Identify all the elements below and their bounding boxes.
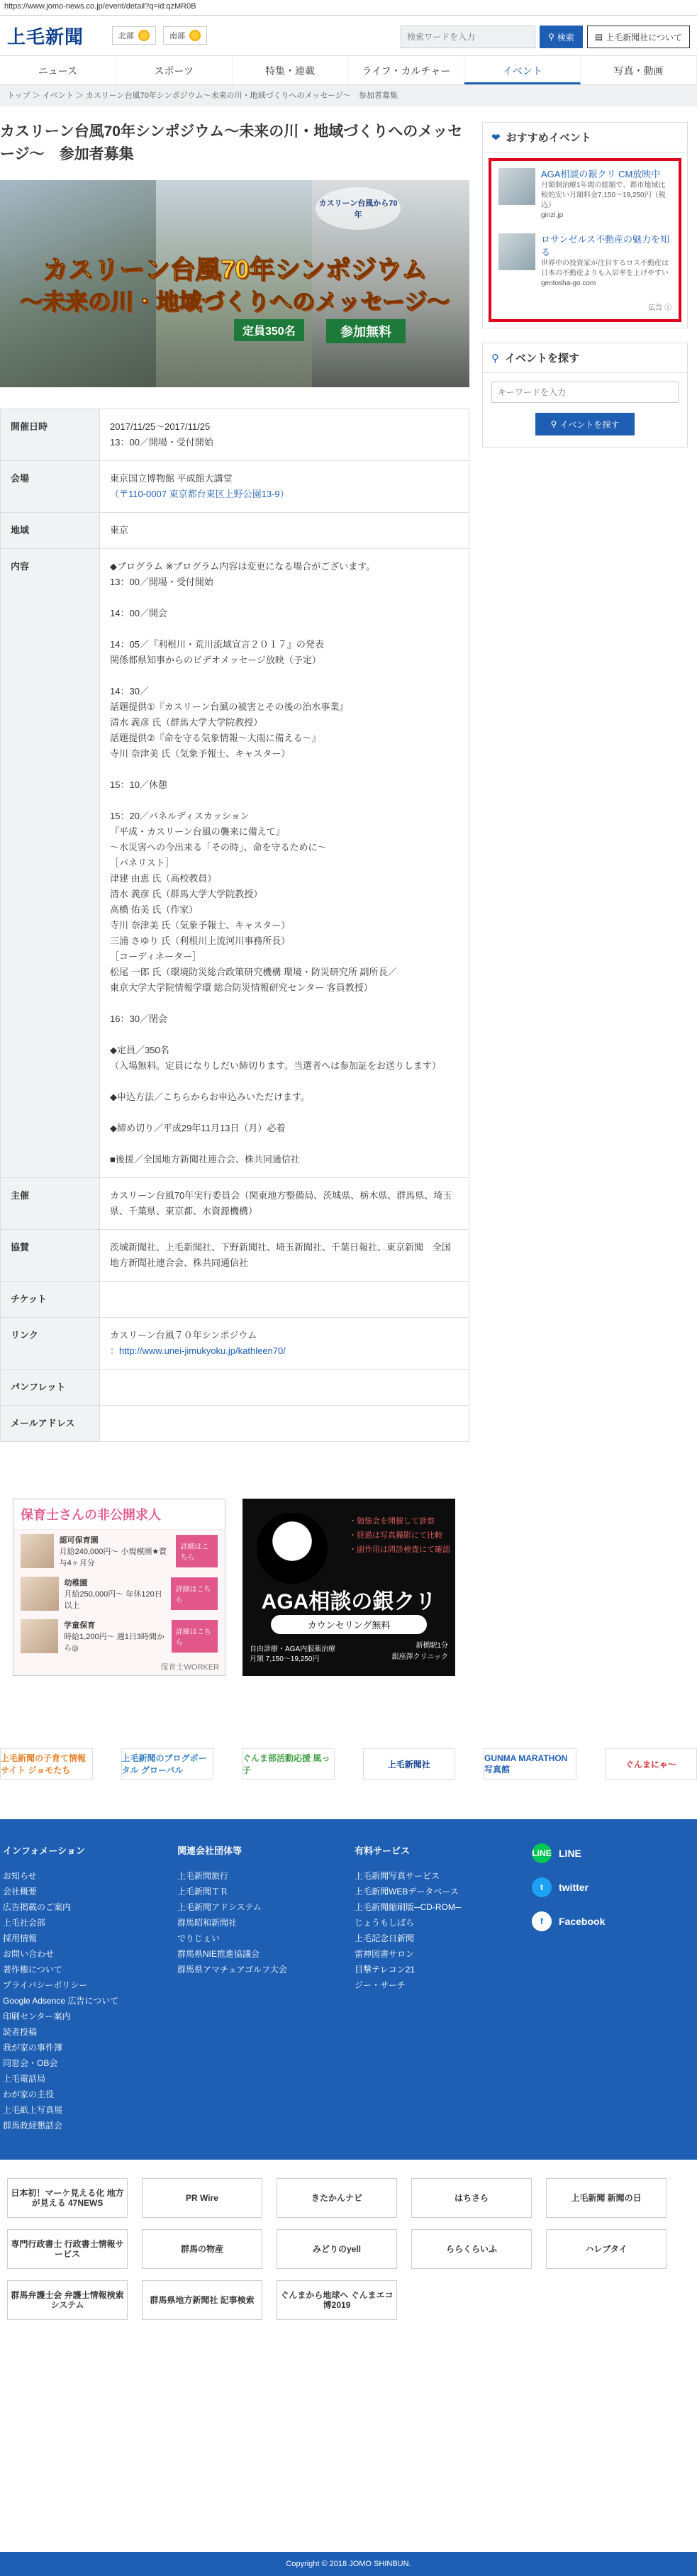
address-bar[interactable] (0, 0, 697, 16)
bottom-banner[interactable]: ハレブタイ (546, 2229, 667, 2269)
info-line: ◆申込方法／こちらからお申込みいただけます。 (110, 1092, 310, 1102)
info-line: ［コーディネーター］ (110, 951, 201, 962)
info-line: 2017/11/25～2017/11/25 (110, 421, 211, 432)
info-row (1, 513, 469, 549)
info-value (100, 461, 469, 513)
info-line: 茨城新聞社、上毛新聞社、下野新聞社、埼玉新聞社、千葉日報社、東京新聞 全国地方新聞社連合会、株共同通信社 (110, 1242, 452, 1268)
info-value (100, 513, 469, 549)
info-value (100, 1370, 469, 1406)
footer-link[interactable]: 群馬昭和新聞社 (177, 1918, 238, 1928)
info-row (1, 1178, 469, 1230)
info-line (110, 996, 459, 1011)
footer-link[interactable]: 同窓会・OB会 (3, 2058, 58, 2068)
info-line[interactable]: （〒110-0007 東京都台東区上野公園13-9） (110, 489, 289, 499)
hoiku-ad-item[interactable]: 幼稚園 月給250,000円〜 年休120日以上 詳細はこちら (13, 1572, 225, 1615)
info-line: ◆定員／350名 (110, 1045, 169, 1055)
event-detail (0, 106, 469, 1676)
footer-link[interactable]: プライバシーポリシー (3, 1980, 88, 1990)
info-line: 東京 (110, 525, 129, 535)
banner-logo: カスリーン台風から70年 (316, 187, 401, 230)
footer-link[interactable]: 上毛新聞WEBデータベース (355, 1887, 459, 1897)
footer-link[interactable]: 群馬県アマチュアゴルフ大会 (177, 1965, 288, 1975)
footer-link[interactable]: 著作権について (3, 1965, 62, 1975)
info-line: 松尾 一郎 氏（環境防災総合政策研究機構 環境・防災研究所 副所長／ (110, 967, 397, 977)
footer-link[interactable]: わが家の主役 (3, 2089, 55, 2099)
info-row (1, 549, 469, 1178)
partner-banner[interactable]: 上毛新聞社 (363, 1748, 456, 1780)
footer-link[interactable]: 上毛記念日新聞 (355, 1933, 415, 1943)
info-line: 14：00／開会 (110, 608, 167, 618)
info-line: カスリーン台風70年実行委員会（関東地方整備局、茨城県、栃木県、群馬県、埼玉県、千葉県、東京都、水資源機構） (110, 1190, 452, 1216)
info-line: ◆プログラム ※プログラム内容は変更になる場合がございます。 (110, 561, 376, 572)
info-line: 16：30／閉会 (110, 1014, 167, 1024)
info-line: ■後援／全国地方新聞社連合会、株共同通信社 (110, 1154, 300, 1165)
recommend-list (489, 158, 681, 322)
footer-link[interactable]: 上毛電話局 (3, 2074, 46, 2084)
sidebar (482, 106, 688, 1676)
info-line: 15：10／休憩 (110, 779, 167, 790)
footer-link[interactable]: 読者投稿 (3, 2027, 38, 2037)
bottom-banner[interactable]: PR Wire (142, 2178, 262, 2218)
footer-link[interactable]: Google Adsence 広告について (3, 1996, 119, 2006)
face-icon (257, 1513, 328, 1584)
event-search-button[interactable]: ⚲ イベントを探す (535, 413, 635, 435)
ad-label[interactable]: 広告 ⓘ (648, 304, 671, 312)
info-key: 地域 (1, 513, 100, 549)
info-key: チケット (1, 1282, 100, 1318)
footer-link[interactable]: じょうもしばら (355, 1918, 415, 1928)
info-line (110, 793, 459, 809)
bottom-banner[interactable]: はちさら (411, 2178, 532, 2218)
info-line: 寺川 奈津美 氏（気象予報士、キャスター） (110, 920, 291, 931)
info-row (1, 1370, 469, 1406)
info-icon: ⓘ (664, 304, 671, 312)
hoiku-ad-item[interactable]: 認可保育園 月給240,000円〜 小規模園★賞与4ヶ月分 詳細はこちら (13, 1530, 225, 1572)
aga-ad[interactable]: ・勉強会を開催して診察 ・経過は写真撮影にて比較 ・副作用は問診検査にて確認 AGA相談の銀クリ カウンセリング無料 自由診療・AGA内服薬治療 月額 7,150〜19,250円 新橋駅1分 銀座澤クリニック (242, 1499, 455, 1676)
info-key: 主催 (1, 1178, 100, 1230)
nav-photo-video[interactable]: 写真・動画 (581, 56, 697, 84)
footer-link[interactable]: 雷神図書サロン (355, 1949, 415, 1959)
url-text: https://www.jomo-news.co.jp/event/detail?q=id:qzMR0B (4, 2, 196, 11)
nav-features[interactable]: 特集・連載 (233, 56, 349, 84)
info-line: 寺川 奈津美 氏（気象予報士、キャスター） (110, 748, 291, 759)
info-line: 話題提供②『命を守る気象情報～大雨に備える～』 (110, 733, 321, 743)
partner-banners (0, 1748, 697, 1780)
info-key: 協賛 (1, 1230, 100, 1282)
info-line: ◆締め切り／平成29年11月13日（月）必着 (110, 1123, 286, 1133)
banner-subtitle: ～未来の川・地域づくりへのメッセージ～ (19, 289, 450, 314)
hoiku-ad-item[interactable]: 学童保育 時給1,200円〜 週1日3時間から◎ 詳細はこちら (13, 1615, 225, 1658)
info-line: 三浦 さゆり 氏（利根川上流河川事務所長） (110, 936, 291, 946)
info-line (110, 1416, 459, 1431)
info-value (100, 409, 469, 461)
info-value (100, 1178, 469, 1230)
footer-link[interactable]: 群馬県NIE推進協議会 (177, 1949, 260, 1959)
footer-link[interactable]: お知らせ (3, 1871, 37, 1881)
info-line (110, 1292, 459, 1307)
footer-link[interactable]: 目撃テレコン21 (355, 1965, 416, 1975)
footer-link[interactable]: 採用情報 (3, 1933, 38, 1943)
info-key: メールアドレス (1, 1406, 100, 1442)
info-line: 『平成・カスリーン台風の襲来に備えて』 (110, 826, 285, 837)
ad-area (0, 1499, 469, 1676)
info-line (110, 1027, 459, 1043)
twitter-link[interactable]: t twitter (532, 1877, 605, 1897)
nav-life-culture[interactable]: ライフ・カルチャー (348, 56, 464, 84)
search-icon: ⚲ (548, 32, 554, 42)
info-row (1, 1318, 469, 1370)
event-search-box: ⚲ イベントを探す キーワードを入力 ⚲ イベントを探す (482, 343, 688, 448)
bottom-banners (0, 2160, 697, 2320)
info-line: 清水 義彦 氏（群馬大学大学院教授） (110, 889, 263, 899)
info-line: カスリーン台風７０年シンポジウム (110, 1330, 257, 1340)
recommend-item[interactable]: AGA相談の銀クリ CM放映中 月額制治療1年間の総額で、都市地域比較的安い月額料金7,150〜19,250円（税込） ginzi.jp (498, 168, 671, 221)
sun-icon (138, 30, 150, 41)
weather-south[interactable]: 南部 (163, 26, 207, 45)
weather-north[interactable]: 北部 (112, 26, 156, 45)
info-line: 高橋 佑美 氏（作家） (110, 904, 199, 915)
footer-link[interactable]: 上毛新聞旅行 (177, 1871, 229, 1881)
footer-link[interactable]: ジー・サーチ (355, 1980, 406, 1990)
info-line: 14：05／『利根川・荒川流域宣言２０１７』の発表 (110, 639, 324, 650)
bottom-banner[interactable]: 専門行政書士 行政書士情報サービス (7, 2229, 128, 2269)
search-icon: ⚲ (491, 352, 499, 365)
footer-link[interactable]: 会社概要 (3, 1887, 38, 1897)
info-line: 東京国立博物館 平成館大講堂 (110, 473, 233, 484)
bottom-banner[interactable]: 群馬弁護士会 弁護士情報検索システム (7, 2280, 128, 2320)
bottom-banner[interactable]: 日本初！マーケ見える化 地方が見える 47NEWS (7, 2178, 128, 2218)
partner-banner[interactable]: ぐんまにゃ〜 (605, 1748, 697, 1780)
info-key: 開催日時 (1, 409, 100, 461)
footer-link[interactable]: でりじぇい (177, 1933, 221, 1943)
footer-link[interactable]: 上毛新聞縮刷版─CD-ROM─ (355, 1902, 462, 1912)
search-icon: ⚲ (550, 419, 557, 429)
info-line: 13：00／開場・受付開始 (110, 577, 213, 587)
info-line: 15：20／パネルディスカッション (110, 811, 250, 821)
site-header (0, 16, 697, 55)
footer-social (532, 1843, 605, 2160)
partner-banner[interactable]: ぐんま部活動応援 風っ子 (242, 1748, 335, 1780)
nav-sports[interactable]: スポーツ (116, 56, 233, 84)
bottom-banner[interactable]: 群馬の物産 (142, 2229, 262, 2269)
bottom-banner[interactable]: ぐんまから地球へ ぐんまエコ博2019 (277, 2280, 397, 2320)
line-link[interactable]: LINE LINE (532, 1843, 605, 1863)
info-line: 東京大学大学院情報学環 総合防災情報研究センター 客員教授） (110, 982, 373, 993)
partner-banner[interactable]: 上毛新聞の子育て情報サイト ジョモたち (0, 1748, 93, 1780)
weather-widget (112, 26, 207, 45)
banner-capacity: 定員350名 (234, 319, 304, 341)
event-banner-image (0, 180, 469, 387)
info-line (110, 590, 459, 606)
info-row (1, 461, 469, 513)
sun-icon (189, 30, 201, 41)
footer-services: 有料サービス 上毛新聞写真サービス 上毛新聞WEBデータベース 上毛新聞縮刷版─CD-ROM─ じょうもしばら 上毛記念日新聞 雷神図書サロン 目撃テレコン21 ジー・サーチ (355, 1843, 532, 2160)
info-line: 清水 義彦 氏（群馬大学大学院教授） (110, 717, 263, 728)
footer-link[interactable]: 群馬政経懇話会 (3, 2121, 63, 2131)
hoiku-ad[interactable]: 保育士さんの非公開求人 認可保育園 月給240,000円〜 小規模園★賞与4ヶ月分 詳細はこちら 幼稚園 月給250,000円〜 年休120日以上 詳細はこちら 学童保育 時給1,200円〜 週1日3時間から◎ 詳細はこちら 保育士WORKER (13, 1499, 225, 1676)
info-key: 内容 (1, 549, 100, 1178)
footer-link[interactable]: 上毛新聞アドシステム (177, 1902, 262, 1912)
bottom-banner[interactable]: 群馬県地方新聞社 記事検索 (142, 2280, 262, 2320)
info-line: 13：00／開場・受付開始 (110, 437, 213, 448)
info-line: 津建 由恵 氏（高校教員） (110, 873, 217, 884)
info-line: 関係都県知事からのビデオメッセージ放映（予定） (110, 655, 321, 665)
footer-link[interactable]: 上毛新聞ＴＲ (177, 1887, 229, 1897)
partner-banner[interactable]: 上毛新聞のブログポータル グローバル (121, 1748, 214, 1780)
facebook-link[interactable]: f Facebook (532, 1911, 605, 1931)
main-nav (0, 55, 697, 85)
event-info-table (0, 409, 469, 1442)
line-icon: LINE (532, 1843, 552, 1863)
info-line (110, 1136, 459, 1152)
info-line (110, 762, 459, 777)
bottom-banner[interactable]: ららくらいふ (411, 2229, 532, 2269)
page-title: カスリーン台風70年シンポジウム～未来の川・地域づくりへのメッセージ～ 参加者募集 (0, 123, 463, 162)
info-line: （入場無料。定員になりしだい締切ります。当選者へは参加証をお送りします） (110, 1060, 441, 1071)
info-value (100, 1230, 469, 1282)
info-line (110, 668, 459, 684)
bottom-banner[interactable]: きたかんナビ (277, 2178, 397, 2218)
twitter-icon: t (532, 1877, 552, 1897)
info-key: パンフレット (1, 1370, 100, 1406)
about-button[interactable]: ▤ 上毛新聞社について (587, 26, 690, 48)
banner-title: カスリーン台風70年シンポジウム (42, 255, 428, 284)
info-row (1, 1282, 469, 1318)
footer-related: 関連会社団体等 上毛新聞旅行 上毛新聞ＴＲ 上毛新聞アドシステム 群馬昭和新聞社 でりじぇい 群馬県NIE推進協議会 群馬県アマチュアゴルフ大会 (177, 1843, 355, 2160)
nav-events[interactable]: イベント (464, 56, 581, 84)
document-icon: ▤ (594, 32, 603, 42)
header-search-input[interactable] (401, 26, 535, 48)
info-value (100, 549, 469, 1178)
copyright: Copyright © 2018 JOMO SHINBUN. (0, 2552, 697, 2576)
footer-link[interactable]: 広告掲載のご案内 (3, 1902, 72, 1912)
site-footer (0, 1819, 697, 2160)
partner-banner[interactable]: GUNMA MARATHON 写真館 (484, 1748, 576, 1780)
info-line: ［パネリスト］ (110, 857, 174, 868)
bottom-banner[interactable]: 上毛新聞 新聞の日 (546, 2178, 667, 2218)
footer-link[interactable]: 我が家の事件簿 (3, 2043, 63, 2053)
header-search-button[interactable]: ⚲ 検索 (540, 26, 583, 48)
info-value (100, 1318, 469, 1370)
info-line (110, 1074, 459, 1089)
info-line (110, 621, 459, 637)
info-line[interactable]: ：http://www.unei-jimukyoku.jp/kathleen70/ (110, 1345, 286, 1356)
info-line (110, 1379, 459, 1395)
footer-link[interactable]: 上毛社会部 (3, 1918, 46, 1928)
info-line: 14：30／ (110, 686, 149, 696)
banner-free: 参加無料 (326, 319, 406, 343)
info-value (100, 1282, 469, 1318)
info-row (1, 409, 469, 461)
footer-link[interactable]: 印刷センター案内 (3, 2011, 71, 2021)
info-key: 会場 (1, 461, 100, 513)
event-search-input[interactable] (491, 382, 679, 403)
info-line: ～水災害への今出来る「その時」、命を守るために～ (110, 842, 327, 853)
info-value (100, 1406, 469, 1442)
bottom-banner[interactable]: みどりのyell (277, 2229, 397, 2269)
info-line: 話題提供①『カスリーン台風の被害とその後の治水事業』 (110, 701, 349, 712)
hoiku-ad-title: 保育士さんの非公開求人 (13, 1499, 225, 1530)
info-row (1, 1230, 469, 1282)
footer-link[interactable]: 上毛新聞写真サービス (355, 1871, 440, 1881)
breadcrumb: トップ ＞ イベント ＞ カスリーン台風70年シンポジウム～未来の川・地域づくりへのメッセージ～ 参加者募集 (0, 85, 697, 106)
site-logo[interactable]: 上毛新聞 (7, 26, 84, 48)
footer-link[interactable]: お問い合わせ (3, 1949, 55, 1959)
info-row (1, 1406, 469, 1442)
nav-news[interactable]: ニュース (0, 56, 116, 84)
facebook-icon: f (532, 1911, 552, 1931)
recommend-box: ❤ おすすめイベント AGA相談の銀クリ CM放映中 月額制治療1年間の総額で、都市地域比較的安い月額料金7,150〜19,250円（税込） ginzi.jp ロサンゼルス不動産の魅力を知る 世界中の投資家が注目するロス不動産は日本の不動産よりも入居率を上げやすい gentosha-go.com 広告 ⓘ (482, 122, 688, 328)
footer-link[interactable]: 上毛紙上写真展 (3, 2105, 63, 2115)
recommend-item[interactable]: ロサンゼルス不動産の魅力を知る 世界中の投資家が注目するロス不動産は日本の不動産よりも入居率を上げやすい gentosha-go.com (498, 233, 671, 289)
info-key: リンク (1, 1318, 100, 1370)
footer-info: インフォメーション お知らせ 会社概要 広告掲載のご案内 上毛社会部 採用情報 お問い合わせ 著作権について プライバシーポリシー Google Adsence 広告について 印刷センター案内 読者投稿 我が家の事件簿 同窓会・OB会 上毛電話局 わが家の主役 上毛紙上写真展 群馬政経懇話会 (0, 1843, 177, 2160)
info-line (110, 1105, 459, 1121)
heart-icon: ❤ (491, 131, 501, 144)
